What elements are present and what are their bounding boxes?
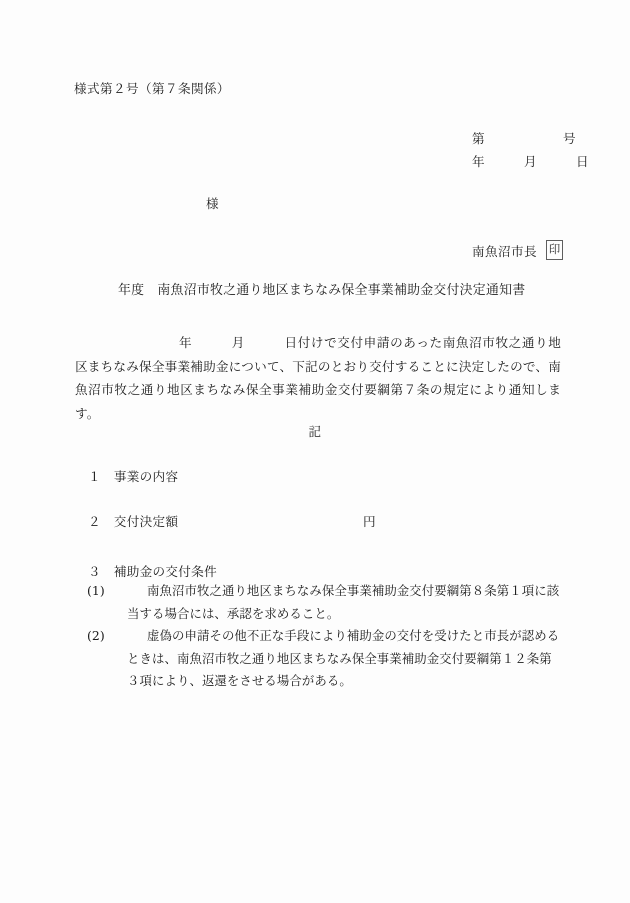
sub-item-1-line1: 南魚沼市牧之通り地区まちなみ保全事業補助金交付要綱第８条第１項に該 <box>147 583 560 598</box>
item-1-spacer <box>101 469 114 484</box>
issuer-block <box>472 240 563 260</box>
sub-item-2-marker: (2) <box>87 628 105 643</box>
sub-item-1-first-line <box>87 580 567 603</box>
item-2-number: ２ <box>88 514 101 529</box>
document-number-field: 第 号 <box>472 131 576 146</box>
item-3-spacer <box>101 564 114 579</box>
document-date-field: 年 月 日 <box>472 154 589 169</box>
item-2-label: 交付決定額 <box>113 514 179 529</box>
item-3-number: ３ <box>88 564 101 579</box>
sub-item-2-line3: ３項により、返還をさせる場合がある。 <box>127 673 352 688</box>
list-item-1 <box>88 466 178 485</box>
sub-list-item-1 <box>87 580 567 625</box>
list-item-3 <box>88 561 217 580</box>
sub-list-item-2 <box>87 625 567 693</box>
item-2-spacer <box>101 514 114 529</box>
sub-item-2-line1: 虚偽の申請その他不正な手段により補助金の交付を受けたと市長が認める <box>147 628 560 643</box>
sub-item-2-line2: ときは、南魚沼市牧之通り地区まちなみ保全事業補助金交付要綱第１２条第 <box>127 650 552 666</box>
sub-item-1-marker: (1) <box>87 583 105 598</box>
item-1-number: １ <box>88 469 101 484</box>
list-item-2 <box>88 511 178 530</box>
recipient-honorific: 様 <box>206 196 219 211</box>
form-number: 様式第２号（第７条関係） <box>74 81 230 96</box>
issuer-name: 南魚沼市長 <box>472 243 537 259</box>
page-title: 年度 南魚沼市牧之通り地区まちなみ保全事業補助金交付決定通知書 <box>118 283 526 298</box>
item-3-label: 補助金の交付条件 <box>113 564 217 579</box>
seal-stamp-box: 印 <box>546 240 563 260</box>
sub-item-1-line2: 当する場合には、承認を求めること。 <box>127 605 340 621</box>
body-paragraph: 年 月 日付けで交付申請のあった南魚沼市牧之通り地区まちなみ保全事業補助金について、下記のとおり交付することに決定したので、南魚沼市牧之通り地区まちなみ保全事業補助金交付要綱第７条の規定により通知します。 <box>75 335 561 421</box>
ki-mark: 記 <box>308 424 322 439</box>
sub-item-2-first-line <box>87 625 567 648</box>
item-1-label: 事業の内容 <box>113 469 179 484</box>
item-2-unit: 円 <box>363 514 376 529</box>
